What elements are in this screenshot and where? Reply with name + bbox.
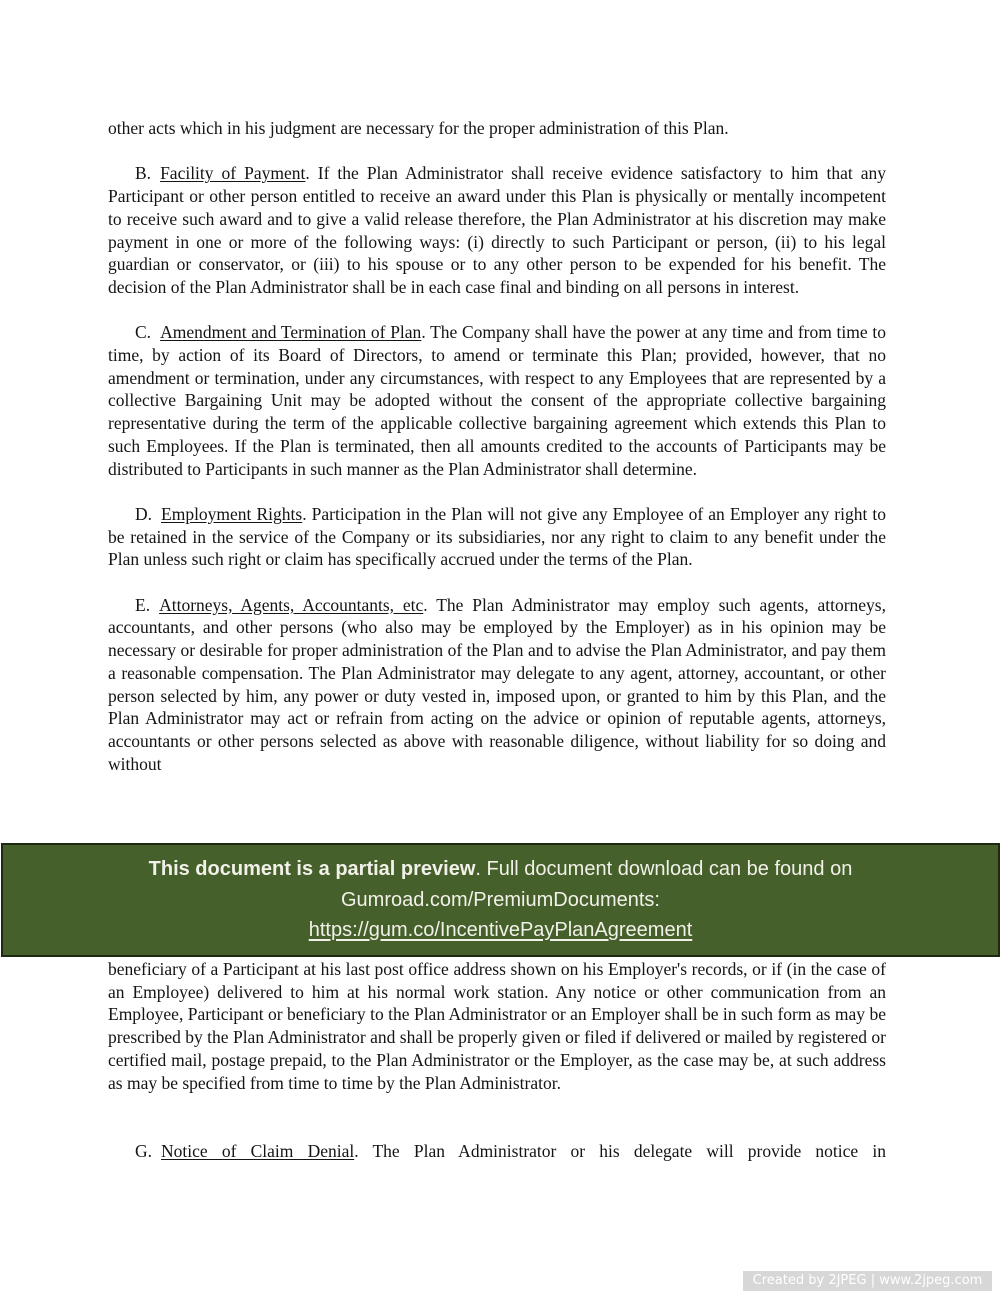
paragraph-amendment-and-termination [108,321,886,480]
paragraph-text: . Participation in the Plan will not give any Employee of an Employer any right to be retained in the service of the Company or its subsidiaries, nor any right to claim to any benefit under the Plan unless such right or claim has specifically accrued under the terms of the Plan. [108,503,886,570]
paragraph-text: . If the Plan Administrator shall receive evidence satisfactory to him that any Participant or other person entitled to receive an award under this Plan is physically or mentally incompetent to receive such award and to give a valid release therefore, the Plan Administrator at his discretion may make payment in one or more of the following ways: (i) directly to such Participant or person, (ii) to his legal guardian or conservator, or (iii) to his spouse or to any other person to be expended for his benefit. The decision of the Plan Administrator shall be in each case final and binding on all persons in interest. [108,163,886,297]
paragraph-notice-of-claim-denial [108,1140,886,1163]
section-heading: Employment Rights [161,503,303,524]
paragraph-text: beneficiary of a Participant at his last post office address shown on his Employer's records, or if (in the case of an Employee) delivered to him at his normal work station. Any notice or other communication from an Employee, Participant or beneficiary to the Plan Administrator or an Employer shall be in such form as may be prescribed by the Plan Administrator and shall be properly given or filed if delivered or mailed by registered or certified mail, postage prepaid, to the Plan Administrator or the Employer, as the case may be, at such address as may be specified from time to time by the Plan Administrator. [108,959,886,1093]
document-text-bottom [108,1140,886,1163]
section-heading: Attorneys, Agents, Accountants, etc [159,594,424,615]
preview-banner-line-3 [3,915,998,946]
preview-banner [1,843,1000,957]
preview-banner-bold-text: This document is a partial preview [148,858,476,880]
paragraph-continuation-notices [108,958,886,1094]
gumroad-download-link[interactable]: https://gum.co/IncentivePayPlanAgreement [308,919,693,941]
section-label: B. [135,163,152,184]
section-heading: Facility of Payment [160,163,306,184]
paragraph-text: other acts which in his judgment are necessary for the proper administration of this Plan. [108,118,729,138]
preview-banner-line-1 [3,854,998,885]
preview-banner-line-2: Gumroad.com/PremiumDocuments: [341,888,660,911]
document-text-lower [108,958,886,1094]
section-label: D. [135,503,153,524]
paragraph-text: . The Plan Administrator or his delegate will provide notice in [354,1141,886,1161]
paragraph-text: . The Plan Administrator may employ such agents, attorneys, accountants, and other persons (who also may be employed by the Employer) as in his opinion may be necessary or desirable for proper administration of the Plan and to advise the Plan Administrator, and pay them a reasonable compensation. The Plan Administrator may delegate to any agent, attorney, accountant, or other person selected by him, any power or duty vested in, imposed upon, or granted to him by this Plan, and the Plan Administrator may act or refrain from acting on the advice or opinion of reputable agents, attorneys, accountants or other persons selected as above with reasonable diligence, without liability for so doing and without [108,594,886,774]
paragraph-attorneys-agents-accountants [108,594,886,776]
document-text-upper [108,117,886,798]
section-label: C. [135,322,152,343]
section-label: E. [135,594,151,615]
section-label: G. [135,1141,153,1161]
preview-banner-regular-text: . Full document download can be found on [475,858,853,880]
section-heading: Notice of Claim Denial [161,1141,355,1161]
watermark-badge: Created by 2JPEG | www.2jpeg.com [743,1271,992,1291]
paragraph-continuation-top [108,117,886,140]
paragraph-facility-of-payment [108,162,886,298]
paragraph-text: . The Company shall have the power at any time and from time to time, by action of its Board of Directors, to amend or terminate this Plan; provided, however, that no amendment or termination, under any circumstances, with respect to any Employees that are represented by a collective Bargaining Unit may be adopted without the consent of the appropriate collective bargaining representative during the term of the applicable collective bargaining agreement which extends this Plan to such Employees. If the Plan is terminated, then all amounts credited to the accounts of Participants may be distributed to Participants in such manner as the Plan Administrator shall determine. [108,322,886,479]
section-heading: Amendment and Termination of Plan [160,322,422,343]
paragraph-employment-rights [108,503,886,571]
